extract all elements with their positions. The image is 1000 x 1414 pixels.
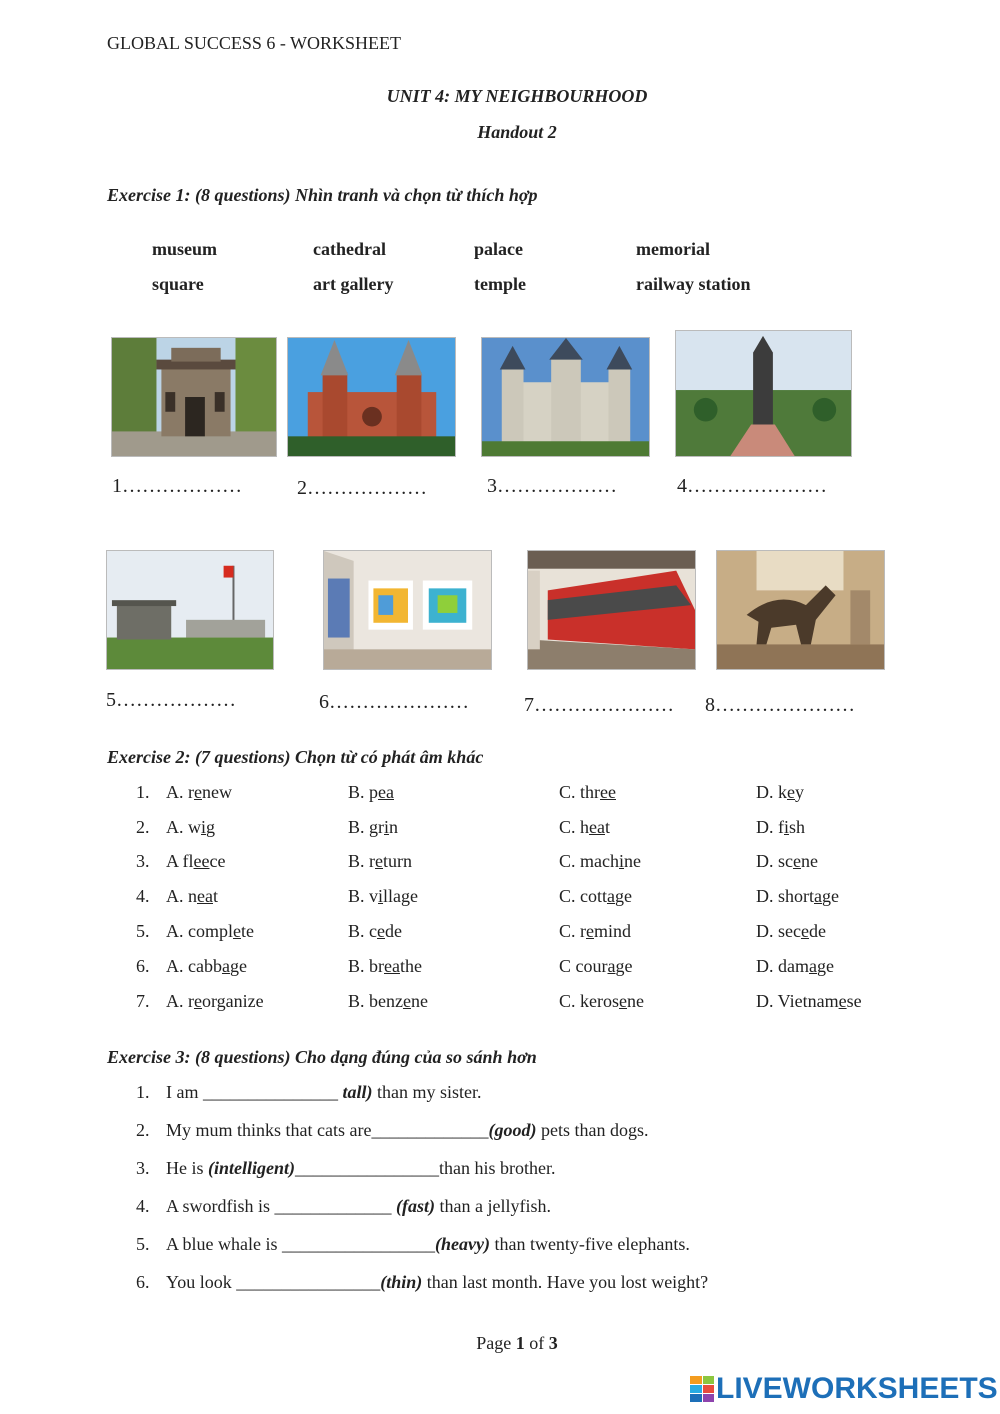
option-text: ge: [229, 956, 247, 976]
underlined-sound: ea: [378, 782, 394, 802]
sentence-end: than last month. Have you lost weight?: [422, 1272, 709, 1292]
option-text: D. sc: [756, 851, 793, 871]
option-text: C. r: [559, 921, 586, 941]
option-text: C. cott: [559, 886, 607, 906]
underlined-sound: i: [784, 817, 790, 837]
sentence-start: My mum thinks that cats are_____________: [166, 1120, 489, 1140]
underlined-sound: a: [607, 886, 615, 906]
ex2-question-number: 4.: [136, 886, 150, 906]
page-current: 1: [515, 1333, 525, 1353]
ex3-sentence[interactable]: [166, 1158, 555, 1179]
exercise1-title: Exercise 1: (8 questions) Nhìn tranh và chọn từ thích hợp: [107, 185, 538, 205]
option-text: new: [202, 782, 232, 802]
option-text: B. c: [348, 921, 377, 941]
ex2-option-b[interactable]: [348, 921, 402, 942]
underlined-sound: e: [800, 921, 809, 941]
option-text: B. gr: [348, 817, 384, 837]
ex3-sentence[interactable]: [166, 1272, 708, 1293]
word-museum: museum: [152, 239, 218, 259]
option-text: the: [399, 956, 422, 976]
worksheet-header: GLOBAL SUCCESS 6 - WORKSHEET: [107, 33, 402, 53]
word-square: square: [152, 274, 204, 294]
option-text: B. r: [348, 851, 375, 871]
option-text: g: [206, 817, 216, 837]
logo-icon: [690, 1376, 714, 1402]
ex3-sentence[interactable]: [166, 1234, 690, 1255]
ex2-option-d[interactable]: [756, 817, 805, 838]
option-text: ge: [822, 886, 839, 906]
ex2-option-b[interactable]: [348, 817, 398, 838]
answer-blank-4[interactable]: 4…………………: [677, 475, 827, 497]
ex3-question-number: 3.: [136, 1158, 150, 1178]
logo-text: LIVEWORKSHEETS: [716, 1372, 998, 1405]
ex2-option-c[interactable]: [559, 956, 633, 977]
underlined-sound: e: [586, 921, 594, 941]
option-text: D. Vietnam: [756, 991, 839, 1011]
verb-hint: (good): [488, 1120, 537, 1140]
ex3-question-number: 4.: [136, 1196, 150, 1216]
ex2-question-number: 2.: [136, 817, 150, 837]
ex3-question-number: 1.: [136, 1082, 150, 1102]
ex2-option-b[interactable]: [348, 851, 412, 872]
ex3-sentence[interactable]: [166, 1120, 648, 1141]
word-railway-station: railway station: [636, 274, 751, 294]
sentence-start: A swordfish is _____________: [166, 1196, 397, 1216]
underlined-sound: e: [619, 991, 627, 1011]
verb-hint: (heavy): [434, 1234, 490, 1254]
option-text: n: [389, 817, 399, 837]
answer-blank-6[interactable]: 6…………………: [319, 691, 469, 713]
ex2-option-c[interactable]: [559, 782, 616, 803]
option-text: t: [212, 886, 218, 906]
underlined-sound: e: [402, 991, 411, 1011]
picture-museum: [716, 550, 885, 670]
ex2-option-c[interactable]: [559, 921, 631, 942]
option-text: A. compl: [166, 921, 233, 941]
underlined-sound: i: [619, 851, 625, 871]
option-text: ge: [615, 886, 632, 906]
exercise2-title: Exercise 2: (7 questions) Chọn từ có phát âm khác: [107, 747, 484, 767]
option-text: mind: [594, 921, 632, 941]
underlined-sound: a: [607, 956, 616, 976]
word-temple: temple: [474, 274, 526, 294]
underlined-sound: e: [375, 851, 383, 871]
underlined-sound: ee: [193, 851, 210, 871]
ex2-option-a[interactable]: [166, 921, 254, 942]
underlined-sound: e: [838, 991, 847, 1011]
option-text: ne: [627, 991, 644, 1011]
option-text: C. thr: [559, 782, 601, 802]
answer-blank-2[interactable]: 2………………: [297, 477, 427, 499]
ex2-option-a[interactable]: [166, 851, 225, 872]
option-text: organize: [202, 991, 264, 1011]
option-text: sh: [789, 817, 806, 837]
page-mid: of: [524, 1333, 549, 1353]
answer-blank-8[interactable]: 8…………………: [705, 694, 855, 716]
option-text: D. k: [756, 782, 787, 802]
option-text: A. w: [166, 817, 201, 837]
underlined-sound: e: [377, 921, 385, 941]
ex2-question-number: 5.: [136, 921, 150, 941]
verb-hint: (fast): [396, 1196, 436, 1216]
word-palace: palace: [474, 239, 523, 259]
option-text: B. p: [348, 782, 379, 802]
word-art-gallery: art gallery: [313, 274, 394, 294]
page-total: 3: [548, 1333, 558, 1353]
verb-hint: (intelligent): [208, 1158, 295, 1178]
sentence-start: I am _______________: [166, 1082, 343, 1102]
page-number: [0, 1333, 1000, 1354]
ex3-sentence[interactable]: [166, 1196, 551, 1217]
underlined-sound: i: [378, 886, 384, 906]
handout-label: Handout 2: [477, 122, 557, 142]
option-text: D. dam: [756, 956, 809, 976]
ex2-option-d[interactable]: [756, 886, 839, 907]
option-text: D. short: [756, 886, 814, 906]
option-text: t: [605, 817, 611, 837]
option-text: ne: [801, 851, 818, 871]
ex2-option-a[interactable]: [166, 817, 215, 838]
underlined-sound: ea: [589, 817, 605, 837]
option-text: A. r: [166, 991, 194, 1011]
verb-hint: (thin): [380, 1272, 423, 1292]
picture-palace: [481, 337, 650, 457]
sentence-start: A blue whale is _________________: [166, 1234, 435, 1254]
underlined-sound: a: [814, 886, 822, 906]
underlined-sound: i: [201, 817, 207, 837]
ex2-option-c[interactable]: [559, 886, 632, 907]
option-text: C. mach: [559, 851, 619, 871]
answer-blank-5[interactable]: 5………………: [106, 689, 236, 711]
picture-square: [106, 550, 274, 670]
unit-title: UNIT 4: MY NEIGHBOURHOOD: [386, 86, 648, 106]
option-text: A. r: [166, 782, 194, 802]
word-memorial: memorial: [636, 239, 710, 259]
answer-blank-1[interactable]: 1………………: [112, 475, 242, 497]
ex3-question-number: 5.: [136, 1234, 150, 1254]
underlined-sound: e: [233, 921, 241, 941]
option-text: ce: [209, 851, 226, 871]
picture-railway-station: [527, 550, 696, 670]
ex2-option-d[interactable]: [756, 991, 862, 1012]
ex3-sentence[interactable]: [166, 1082, 481, 1103]
ex2-option-b[interactable]: [348, 782, 394, 803]
sentence-end: ________________than his brother.: [295, 1158, 556, 1178]
option-text: de: [808, 921, 826, 941]
ex2-option-d[interactable]: [756, 921, 826, 942]
sentence-end: pets than dogs.: [536, 1120, 649, 1140]
answer-blank-3[interactable]: 3………………: [487, 475, 617, 497]
ex2-option-d[interactable]: [756, 782, 804, 803]
underlined-sound: e: [793, 851, 801, 871]
ex2-option-a[interactable]: [166, 991, 264, 1012]
option-text: ne: [410, 991, 428, 1011]
option-text: ge: [817, 956, 834, 976]
underlined-sound: i: [384, 817, 390, 837]
option-text: A. n: [166, 886, 197, 906]
liveworksheets-logo[interactable]: [690, 1372, 998, 1406]
picture-art-gallery: [323, 550, 492, 670]
option-text: ne: [624, 851, 642, 871]
picture-cathedral: [287, 337, 456, 457]
picture-temple: [111, 337, 277, 457]
option-text: C. h: [559, 817, 590, 837]
underlined-sound: a: [809, 956, 817, 976]
underlined-sound: ea: [384, 956, 400, 976]
ex2-option-d[interactable]: [756, 956, 834, 977]
ex2-option-c[interactable]: [559, 851, 641, 872]
picture-memorial: [675, 330, 852, 457]
ex3-question-number: 6.: [136, 1272, 150, 1292]
ex2-option-d[interactable]: [756, 851, 818, 872]
ex2-option-a[interactable]: [166, 956, 247, 977]
underlined-sound: ee: [600, 782, 616, 802]
exercise3-title: Exercise 3: (8 questions) Cho dạng đúng của so sánh hơn: [107, 1047, 537, 1067]
option-text: B. v: [348, 886, 379, 906]
ex2-option-c[interactable]: [559, 991, 644, 1012]
option-text: D. f: [756, 817, 784, 837]
option-text: A fl: [166, 851, 194, 871]
ex3-question-number: 2.: [136, 1120, 150, 1140]
underlined-sound: e: [194, 782, 202, 802]
option-text: ge: [615, 956, 633, 976]
underlined-sound: e: [787, 782, 795, 802]
ex2-question-number: 7.: [136, 991, 150, 1011]
option-text: y: [795, 782, 804, 802]
option-text: te: [241, 921, 254, 941]
underlined-sound: a: [221, 956, 230, 976]
underlined-sound: ea: [197, 886, 213, 906]
sentence-start: You look ________________: [166, 1272, 381, 1292]
verb-hint: tall): [342, 1082, 373, 1102]
word-cathedral: cathedral: [313, 239, 386, 259]
ex2-option-a[interactable]: [166, 782, 232, 803]
ex2-option-b[interactable]: [348, 991, 428, 1012]
sentence-end: than my sister.: [372, 1082, 482, 1102]
ex2-question-number: 1.: [136, 782, 150, 802]
sentence-end: than twenty-five elephants.: [489, 1234, 690, 1254]
ex2-option-b[interactable]: [348, 956, 422, 977]
ex2-option-a[interactable]: [166, 886, 218, 907]
option-text: de: [385, 921, 402, 941]
ex2-option-c[interactable]: [559, 817, 610, 838]
answer-blank-7[interactable]: 7…………………: [524, 694, 674, 716]
option-text: C. keros: [559, 991, 619, 1011]
ex2-option-b[interactable]: [348, 886, 418, 907]
sentence-start: He is: [166, 1158, 208, 1178]
option-text: D. sec: [756, 921, 801, 941]
underlined-sound: e: [194, 991, 202, 1011]
option-text: turn: [383, 851, 412, 871]
page-prefix: Page: [476, 1333, 516, 1353]
ex2-question-number: 6.: [136, 956, 150, 976]
option-text: se: [846, 991, 862, 1011]
option-text: C cour: [559, 956, 608, 976]
option-text: llage: [383, 886, 419, 906]
sentence-end: than a jellyfish.: [435, 1196, 551, 1216]
option-text: A. cabb: [166, 956, 222, 976]
option-text: B. benz: [348, 991, 403, 1011]
option-text: B. br: [348, 956, 384, 976]
ex2-question-number: 3.: [136, 851, 150, 871]
